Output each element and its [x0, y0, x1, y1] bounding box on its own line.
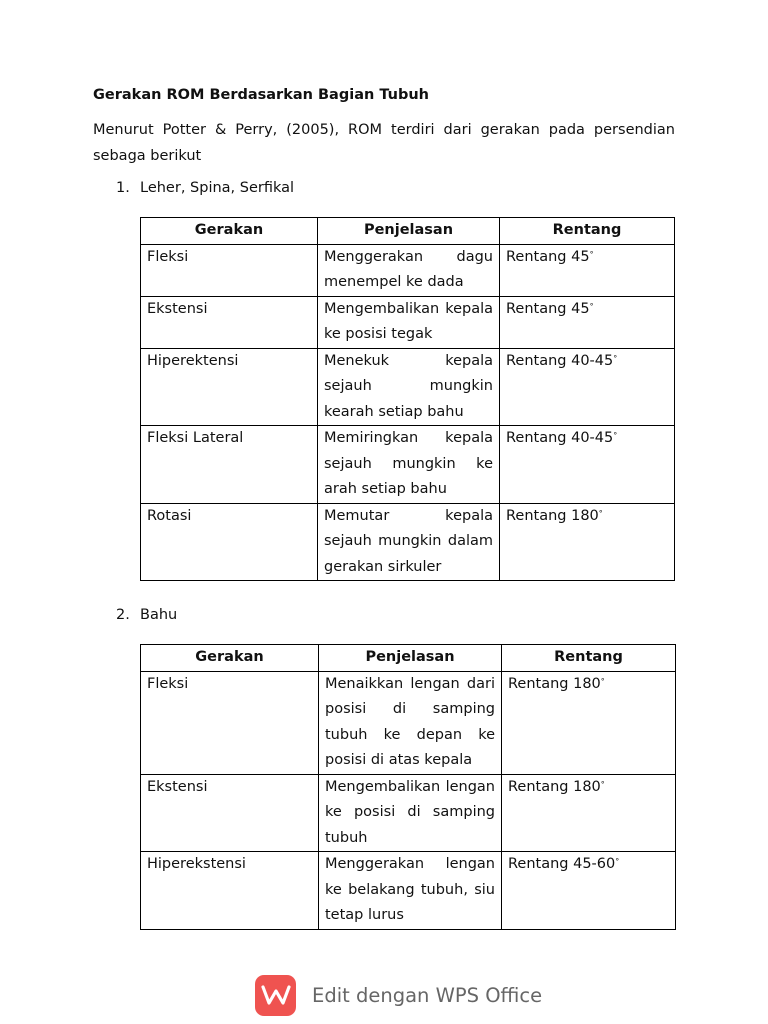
cell-penjelasan: Menggerakan lengan ke belakang tubuh, siu tetap lurus	[319, 852, 502, 930]
cell-rentang	[500, 244, 675, 296]
cell-penjelasan: Menekuk kepala sejauh mungkin kearah setiap bahu	[318, 348, 500, 426]
rentang-value: Rentang 180	[508, 675, 601, 692]
rom-table-leher	[140, 217, 675, 581]
cell-rentang	[500, 503, 675, 581]
rentang-value: Rentang 45	[506, 300, 590, 317]
rentang-value: Rentang 40-45	[506, 352, 614, 369]
section-label: Leher, Spina, Serfikal	[140, 180, 295, 196]
cell-gerakan: Ekstensi	[141, 774, 319, 852]
degree-mark: °	[600, 676, 605, 686]
degree-mark: °	[589, 249, 594, 259]
cell-penjelasan: Memiringkan kepala sejauh mungkin ke arah setiap bahu	[318, 426, 500, 504]
cell-rentang	[502, 774, 676, 852]
cell-gerakan: Fleksi	[141, 244, 318, 296]
cell-penjelasan: Mengembalikan lengan ke posisi di samping tubuh	[319, 774, 502, 852]
cell-rentang	[500, 296, 675, 348]
cell-gerakan: Hiperekstensi	[141, 852, 319, 930]
intro-paragraph: Menurut Potter & Perry, (2005), ROM terdiri dari gerakan pada persendian sebaga berikut	[93, 122, 675, 164]
table-row	[141, 671, 676, 774]
rentang-value: Rentang 40-45	[506, 430, 614, 446]
cell-penjelasan: Memutar kepala sejauh mungkin dalam gerakan sirkuler	[318, 503, 500, 581]
document-heading: Gerakan ROM Berdasarkan Bagian Tubuh	[93, 87, 429, 103]
degree-mark: °	[613, 431, 618, 440]
table-header-row	[141, 218, 675, 245]
section-number: 1.	[116, 180, 130, 196]
rentang-value: Rentang 45	[506, 248, 590, 265]
rentang-value: Rentang 180	[508, 778, 601, 795]
cell-gerakan: Ekstensi	[141, 296, 318, 348]
column-header-gerakan: Gerakan	[141, 218, 318, 245]
section-title-leher	[116, 180, 294, 196]
cell-penjelasan: Menggerakan dagu menempel ke dada	[318, 244, 500, 296]
cell-gerakan: Fleksi Lateral	[141, 426, 318, 504]
degree-mark: °	[598, 508, 603, 518]
column-header-penjelasan: Penjelasan	[319, 645, 502, 672]
section-label: Bahu	[140, 607, 178, 623]
degree-mark: °	[589, 301, 594, 311]
cell-penjelasan: Mengembalikan kepala ke posisi tegak	[318, 296, 500, 348]
degree-mark: °	[615, 857, 620, 866]
cell-rentang	[502, 671, 676, 774]
table-row	[141, 774, 676, 852]
table-header-row	[141, 645, 676, 672]
cell-gerakan: Fleksi	[141, 671, 319, 774]
section-title-bahu	[116, 607, 177, 623]
rentang-value: Rentang 45-60	[508, 856, 616, 872]
rom-table-bahu	[140, 644, 676, 930]
cell-gerakan: Rotasi	[141, 503, 318, 581]
table-row	[141, 503, 675, 581]
wps-watermark[interactable]	[255, 975, 542, 1015]
degree-mark: °	[613, 353, 618, 363]
cell-penjelasan: Menaikkan lengan dari posisi di samping tubuh ke depan ke posisi di atas kepala	[319, 671, 502, 774]
column-header-gerakan: Gerakan	[141, 645, 319, 672]
table-row	[141, 296, 675, 348]
table-row	[141, 852, 676, 930]
cell-rentang	[500, 426, 675, 504]
rentang-value: Rentang 180	[506, 507, 599, 524]
table-row	[141, 426, 675, 504]
wps-watermark-text: Edit dengan WPS Office	[312, 983, 543, 1007]
column-header-rentang: Rentang	[500, 218, 675, 245]
cell-rentang	[502, 852, 676, 930]
table-row	[141, 244, 675, 296]
wps-w-icon	[255, 975, 296, 1016]
cell-gerakan: Hiperektensi	[141, 348, 318, 426]
column-header-penjelasan: Penjelasan	[318, 218, 500, 245]
column-header-rentang: Rentang	[502, 645, 676, 672]
section-number: 2.	[116, 607, 130, 623]
table-row	[141, 348, 675, 426]
degree-mark: °	[600, 779, 605, 789]
cell-rentang	[500, 348, 675, 426]
